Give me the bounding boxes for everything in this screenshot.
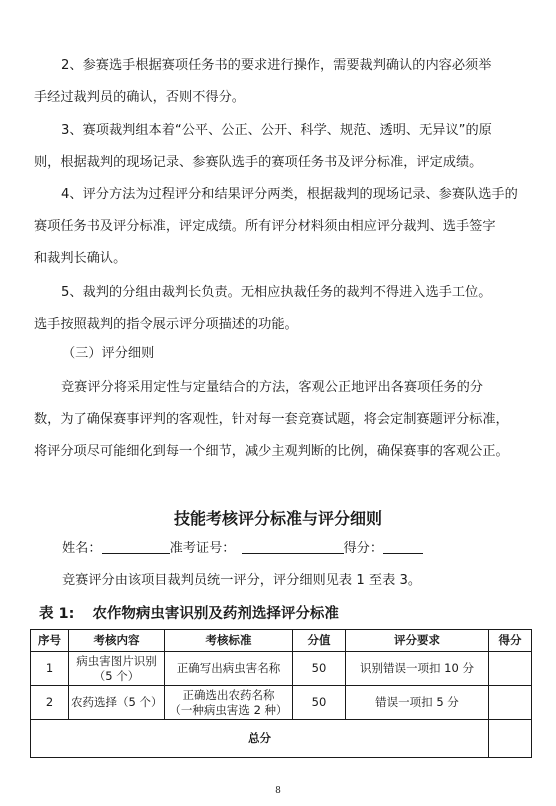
table-caption bbox=[39, 602, 339, 626]
name-blank[interactable] bbox=[102, 540, 170, 554]
cell-standard: 正确写出病虫害名称 bbox=[165, 652, 293, 686]
cell-requirement: 错误一项扣 5 分 bbox=[346, 686, 489, 720]
cell-points: 50 bbox=[293, 686, 346, 720]
total-label: 总分 bbox=[31, 720, 489, 758]
candidate-info-line bbox=[62, 537, 423, 561]
ticket-label: 准考证号： bbox=[169, 541, 236, 556]
text-line: 2、参赛选手根据赛项任务书的要求进行操作，需要裁判确认的内容必须举 bbox=[61, 58, 492, 73]
text-line: 手经过裁判员的确认，否则不得分。 bbox=[34, 90, 245, 105]
total-score-cell[interactable] bbox=[489, 720, 532, 758]
cell-score[interactable] bbox=[489, 686, 532, 720]
cell-text: （一种病虫害选 2 种） bbox=[169, 702, 288, 717]
table-caption-number: 表 1: bbox=[39, 606, 75, 622]
page-number: 8 bbox=[275, 786, 281, 796]
cell-score[interactable] bbox=[489, 652, 532, 686]
score-blank[interactable] bbox=[383, 540, 423, 554]
table-total-row bbox=[31, 720, 532, 758]
text-line: 数，为了确保赛事评判的客观性，针对每一套竞赛试题，将会定制赛题评分标准， bbox=[34, 412, 509, 427]
cell-content: 农药选择（5 个） bbox=[69, 686, 165, 720]
text-line: 3、赛项裁判组本着“公平、公正、公开、科学、规范、透明、无异议”的原 bbox=[61, 123, 492, 138]
scoring-table bbox=[30, 629, 532, 758]
cell-text: 正确选出农药名称 bbox=[182, 687, 275, 702]
paragraph-3 bbox=[34, 115, 524, 179]
scoring-description: 竞赛评分由该项目裁判员统一评分，评分细则见表 1 至表 3。 bbox=[62, 573, 422, 588]
header-cell: 评分要求 bbox=[346, 630, 489, 652]
text-line: 将评分项尽可能细化到每一个细节，减少主观判断的比例，确保赛事的客观公正。 bbox=[34, 444, 509, 459]
paragraph-4 bbox=[34, 179, 524, 275]
paragraph-6 bbox=[34, 372, 524, 468]
cell-text: 病虫害图片识别 bbox=[76, 653, 157, 668]
cell-requirement: 识别错误一项扣 10 分 bbox=[346, 652, 489, 686]
text-line: 5、裁判的分组由裁判长负责。无相应执裁任务的裁判不得进入选手工位。 bbox=[61, 285, 492, 300]
cell-points: 50 bbox=[293, 652, 346, 686]
text-line: 赛项任务书及评分标准，评定成绩。所有评分材料须由相应评分裁判、选手签字 bbox=[34, 219, 496, 234]
text-line: 则，根据裁判的现场记录、参赛队选手的赛项任务书及评分标准，评定成绩。 bbox=[34, 155, 483, 170]
section-heading: （三）评分细则 bbox=[62, 346, 155, 361]
cell-no: 1 bbox=[31, 652, 69, 686]
paragraph-2 bbox=[34, 50, 524, 114]
form-title: 技能考核评分标准与评分细则 bbox=[173, 509, 382, 528]
text-line: 4、评分方法为过程评分和结果评分两类，根据裁判的现场记录、参赛队选手的 bbox=[61, 187, 518, 202]
paragraph-5 bbox=[34, 277, 524, 341]
table-caption-text: 农作物病虫害识别及药剂选择评分标准 bbox=[92, 606, 339, 622]
name-label: 姓名： bbox=[62, 541, 102, 556]
header-cell: 考核标准 bbox=[165, 630, 293, 652]
text-line: 和裁判长确认。 bbox=[34, 251, 127, 266]
table-header-row bbox=[31, 630, 532, 652]
cell-text: （5 个） bbox=[93, 668, 140, 683]
cell-content bbox=[69, 652, 165, 686]
table-row bbox=[31, 686, 532, 720]
text-line: 竞赛评分将采用定性与定量结合的方法，客观公正地评出各赛项任务的分 bbox=[61, 380, 483, 395]
ticket-blank[interactable] bbox=[242, 540, 344, 554]
score-label: 得分： bbox=[343, 541, 384, 556]
header-cell: 考核内容 bbox=[69, 630, 165, 652]
cell-standard bbox=[165, 686, 293, 720]
header-cell: 得分 bbox=[489, 630, 532, 652]
header-cell: 分值 bbox=[293, 630, 346, 652]
cell-no: 2 bbox=[31, 686, 69, 720]
header-cell: 序号 bbox=[31, 630, 69, 652]
table-row bbox=[31, 652, 532, 686]
text-line: 选手按照裁判的指令展示评分项描述的功能。 bbox=[34, 317, 298, 332]
